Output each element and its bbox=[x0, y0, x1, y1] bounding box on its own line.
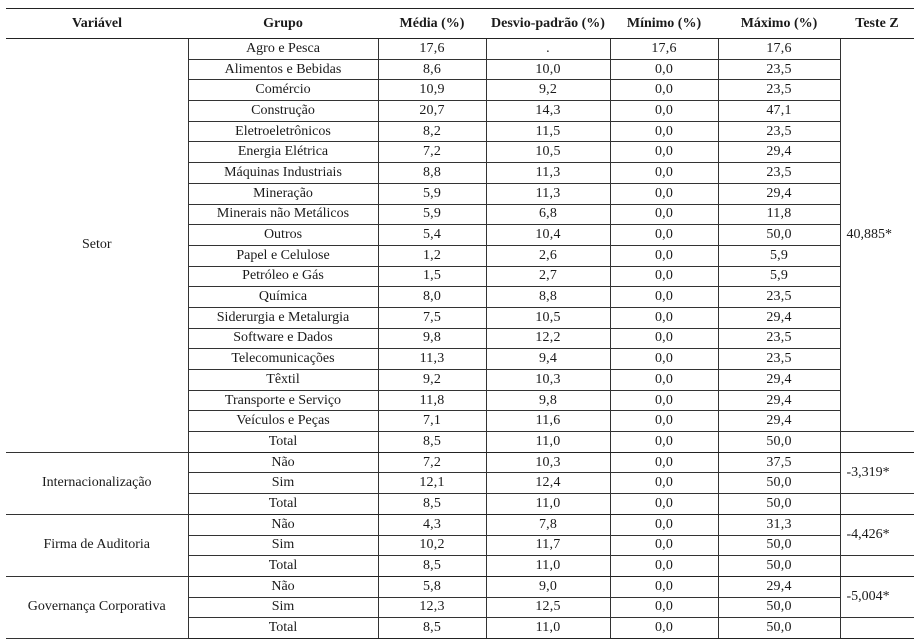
media-cell: 12,3 bbox=[378, 597, 486, 618]
minimo-cell: 0,0 bbox=[610, 59, 718, 80]
variable-cell: Firma de Auditoria bbox=[6, 514, 188, 576]
header-maximo: Máximo (%) bbox=[718, 9, 840, 39]
media-cell: 5,9 bbox=[378, 183, 486, 204]
media-cell: 8,0 bbox=[378, 287, 486, 308]
teste-z-cell: -3,319* bbox=[840, 452, 914, 493]
table-row bbox=[6, 514, 914, 535]
minimo-cell: 0,0 bbox=[610, 121, 718, 142]
grupo-cell: Não bbox=[188, 514, 378, 535]
media-cell: 1,2 bbox=[378, 245, 486, 266]
grupo-cell: Não bbox=[188, 452, 378, 473]
grupo-cell: Software e Dados bbox=[188, 328, 378, 349]
media-cell: 12,1 bbox=[378, 473, 486, 494]
desvio-cell: 9,8 bbox=[486, 390, 610, 411]
media-cell: 5,9 bbox=[378, 204, 486, 225]
maximo-cell: 50,0 bbox=[718, 597, 840, 618]
maximo-cell: 23,5 bbox=[718, 121, 840, 142]
grupo-cell: Siderurgia e Metalurgia bbox=[188, 307, 378, 328]
grupo-cell: Sim bbox=[188, 535, 378, 556]
desvio-cell: 11,6 bbox=[486, 411, 610, 432]
minimo-cell: 0,0 bbox=[610, 307, 718, 328]
desvio-cell: 9,4 bbox=[486, 349, 610, 370]
minimo-cell: 17,6 bbox=[610, 39, 718, 60]
table-header bbox=[6, 9, 914, 39]
media-cell: 8,5 bbox=[378, 556, 486, 577]
media-cell: 7,2 bbox=[378, 142, 486, 163]
media-cell: 20,7 bbox=[378, 101, 486, 122]
grupo-cell: Alimentos e Bebidas bbox=[188, 59, 378, 80]
desvio-cell: 12,2 bbox=[486, 328, 610, 349]
minimo-cell: 0,0 bbox=[610, 556, 718, 577]
teste-z-cell: 40,885* bbox=[840, 39, 914, 432]
media-cell: 8,5 bbox=[378, 618, 486, 639]
maximo-cell: 50,0 bbox=[718, 535, 840, 556]
maximo-cell: 11,8 bbox=[718, 204, 840, 225]
desvio-cell: 14,3 bbox=[486, 101, 610, 122]
header-grupo: Grupo bbox=[188, 9, 378, 39]
grupo-cell: Petróleo e Gás bbox=[188, 266, 378, 287]
desvio-cell: . bbox=[486, 39, 610, 60]
minimo-cell: 0,0 bbox=[610, 597, 718, 618]
grupo-cell: Sim bbox=[188, 597, 378, 618]
media-cell: 5,8 bbox=[378, 576, 486, 597]
teste-z-empty-cell bbox=[840, 494, 914, 515]
maximo-cell: 23,5 bbox=[718, 287, 840, 308]
media-cell: 1,5 bbox=[378, 266, 486, 287]
grupo-cell: Agro e Pesca bbox=[188, 39, 378, 60]
media-cell: 4,3 bbox=[378, 514, 486, 535]
grupo-cell: Química bbox=[188, 287, 378, 308]
grupo-cell: Máquinas Industriais bbox=[188, 163, 378, 184]
maximo-cell: 50,0 bbox=[718, 556, 840, 577]
desvio-cell: 9,0 bbox=[486, 576, 610, 597]
grupo-cell: Total bbox=[188, 556, 378, 577]
table-row bbox=[6, 576, 914, 597]
media-cell: 8,8 bbox=[378, 163, 486, 184]
maximo-cell: 37,5 bbox=[718, 452, 840, 473]
variable-cell: Setor bbox=[6, 39, 188, 453]
grupo-cell: Têxtil bbox=[188, 370, 378, 391]
table-row bbox=[6, 39, 914, 60]
media-cell: 17,6 bbox=[378, 39, 486, 60]
media-cell: 11,8 bbox=[378, 390, 486, 411]
maximo-cell: 50,0 bbox=[718, 618, 840, 639]
grupo-cell: Não bbox=[188, 576, 378, 597]
maximo-cell: 17,6 bbox=[718, 39, 840, 60]
media-cell: 7,5 bbox=[378, 307, 486, 328]
desvio-cell: 11,0 bbox=[486, 494, 610, 515]
teste-z-empty-cell bbox=[840, 432, 914, 453]
variable-cell: Governança Corporativa bbox=[6, 576, 188, 638]
media-cell: 7,2 bbox=[378, 452, 486, 473]
teste-z-empty-cell bbox=[840, 618, 914, 639]
minimo-cell: 0,0 bbox=[610, 370, 718, 391]
grupo-cell: Eletroeletrônicos bbox=[188, 121, 378, 142]
media-cell: 9,8 bbox=[378, 328, 486, 349]
table-body bbox=[6, 39, 914, 639]
minimo-cell: 0,0 bbox=[610, 266, 718, 287]
media-cell: 5,4 bbox=[378, 225, 486, 246]
minimo-cell: 0,0 bbox=[610, 163, 718, 184]
teste-z-cell: -4,426* bbox=[840, 514, 914, 555]
minimo-cell: 0,0 bbox=[610, 618, 718, 639]
maximo-cell: 5,9 bbox=[718, 266, 840, 287]
minimo-cell: 0,0 bbox=[610, 101, 718, 122]
table-row bbox=[6, 452, 914, 473]
grupo-cell: Comércio bbox=[188, 80, 378, 101]
media-cell: 10,2 bbox=[378, 535, 486, 556]
desvio-cell: 11,3 bbox=[486, 163, 610, 184]
desvio-cell: 7,8 bbox=[486, 514, 610, 535]
maximo-cell: 29,4 bbox=[718, 183, 840, 204]
desvio-cell: 11,3 bbox=[486, 183, 610, 204]
maximo-cell: 29,4 bbox=[718, 307, 840, 328]
grupo-cell: Outros bbox=[188, 225, 378, 246]
grupo-cell: Veículos e Peças bbox=[188, 411, 378, 432]
maximo-cell: 50,0 bbox=[718, 494, 840, 515]
teste-z-cell: -5,004* bbox=[840, 576, 914, 617]
desvio-cell: 2,6 bbox=[486, 245, 610, 266]
grupo-cell: Construção bbox=[188, 101, 378, 122]
maximo-cell: 47,1 bbox=[718, 101, 840, 122]
desvio-cell: 10,3 bbox=[486, 452, 610, 473]
media-cell: 11,3 bbox=[378, 349, 486, 370]
minimo-cell: 0,0 bbox=[610, 473, 718, 494]
grupo-cell: Telecomunicações bbox=[188, 349, 378, 370]
minimo-cell: 0,0 bbox=[610, 287, 718, 308]
minimo-cell: 0,0 bbox=[610, 225, 718, 246]
grupo-cell: Papel e Celulose bbox=[188, 245, 378, 266]
header-media: Média (%) bbox=[378, 9, 486, 39]
desvio-cell: 12,4 bbox=[486, 473, 610, 494]
desvio-cell: 12,5 bbox=[486, 597, 610, 618]
desvio-cell: 11,0 bbox=[486, 432, 610, 453]
minimo-cell: 0,0 bbox=[610, 576, 718, 597]
maximo-cell: 23,5 bbox=[718, 328, 840, 349]
grupo-cell: Minerais não Metálicos bbox=[188, 204, 378, 225]
minimo-cell: 0,0 bbox=[610, 80, 718, 101]
media-cell: 8,5 bbox=[378, 432, 486, 453]
desvio-cell: 10,5 bbox=[486, 307, 610, 328]
maximo-cell: 29,4 bbox=[718, 390, 840, 411]
maximo-cell: 29,4 bbox=[718, 411, 840, 432]
maximo-cell: 50,0 bbox=[718, 225, 840, 246]
maximo-cell: 29,4 bbox=[718, 576, 840, 597]
grupo-cell: Energia Elétrica bbox=[188, 142, 378, 163]
minimo-cell: 0,0 bbox=[610, 183, 718, 204]
minimo-cell: 0,0 bbox=[610, 328, 718, 349]
variable-cell: Internacionalização bbox=[6, 452, 188, 514]
desvio-cell: 8,8 bbox=[486, 287, 610, 308]
media-cell: 9,2 bbox=[378, 370, 486, 391]
grupo-cell: Total bbox=[188, 432, 378, 453]
maximo-cell: 5,9 bbox=[718, 245, 840, 266]
maximo-cell: 23,5 bbox=[718, 163, 840, 184]
media-cell: 8,5 bbox=[378, 494, 486, 515]
maximo-cell: 23,5 bbox=[718, 80, 840, 101]
desvio-cell: 10,4 bbox=[486, 225, 610, 246]
minimo-cell: 0,0 bbox=[610, 349, 718, 370]
minimo-cell: 0,0 bbox=[610, 204, 718, 225]
desvio-cell: 11,0 bbox=[486, 618, 610, 639]
grupo-cell: Transporte e Serviço bbox=[188, 390, 378, 411]
media-cell: 10,9 bbox=[378, 80, 486, 101]
statistics-table bbox=[6, 8, 914, 639]
desvio-cell: 11,7 bbox=[486, 535, 610, 556]
grupo-cell: Total bbox=[188, 618, 378, 639]
minimo-cell: 0,0 bbox=[610, 390, 718, 411]
header-desvio: Desvio-padrão (%) bbox=[486, 9, 610, 39]
header-variavel: Variável bbox=[6, 9, 188, 39]
maximo-cell: 23,5 bbox=[718, 349, 840, 370]
maximo-cell: 23,5 bbox=[718, 59, 840, 80]
minimo-cell: 0,0 bbox=[610, 494, 718, 515]
minimo-cell: 0,0 bbox=[610, 245, 718, 266]
header-teste-z: Teste Z bbox=[840, 9, 914, 39]
grupo-cell: Total bbox=[188, 494, 378, 515]
desvio-cell: 10,0 bbox=[486, 59, 610, 80]
maximo-cell: 29,4 bbox=[718, 370, 840, 391]
minimo-cell: 0,0 bbox=[610, 452, 718, 473]
desvio-cell: 6,8 bbox=[486, 204, 610, 225]
desvio-cell: 11,0 bbox=[486, 556, 610, 577]
maximo-cell: 50,0 bbox=[718, 432, 840, 453]
media-cell: 8,6 bbox=[378, 59, 486, 80]
desvio-cell: 11,5 bbox=[486, 121, 610, 142]
minimo-cell: 0,0 bbox=[610, 411, 718, 432]
minimo-cell: 0,0 bbox=[610, 142, 718, 163]
maximo-cell: 50,0 bbox=[718, 473, 840, 494]
desvio-cell: 10,3 bbox=[486, 370, 610, 391]
desvio-cell: 9,2 bbox=[486, 80, 610, 101]
grupo-cell: Sim bbox=[188, 473, 378, 494]
desvio-cell: 2,7 bbox=[486, 266, 610, 287]
maximo-cell: 31,3 bbox=[718, 514, 840, 535]
maximo-cell: 29,4 bbox=[718, 142, 840, 163]
media-cell: 8,2 bbox=[378, 121, 486, 142]
grupo-cell: Mineração bbox=[188, 183, 378, 204]
minimo-cell: 0,0 bbox=[610, 514, 718, 535]
teste-z-empty-cell bbox=[840, 556, 914, 577]
header-minimo: Mínimo (%) bbox=[610, 9, 718, 39]
minimo-cell: 0,0 bbox=[610, 535, 718, 556]
desvio-cell: 10,5 bbox=[486, 142, 610, 163]
minimo-cell: 0,0 bbox=[610, 432, 718, 453]
media-cell: 7,1 bbox=[378, 411, 486, 432]
